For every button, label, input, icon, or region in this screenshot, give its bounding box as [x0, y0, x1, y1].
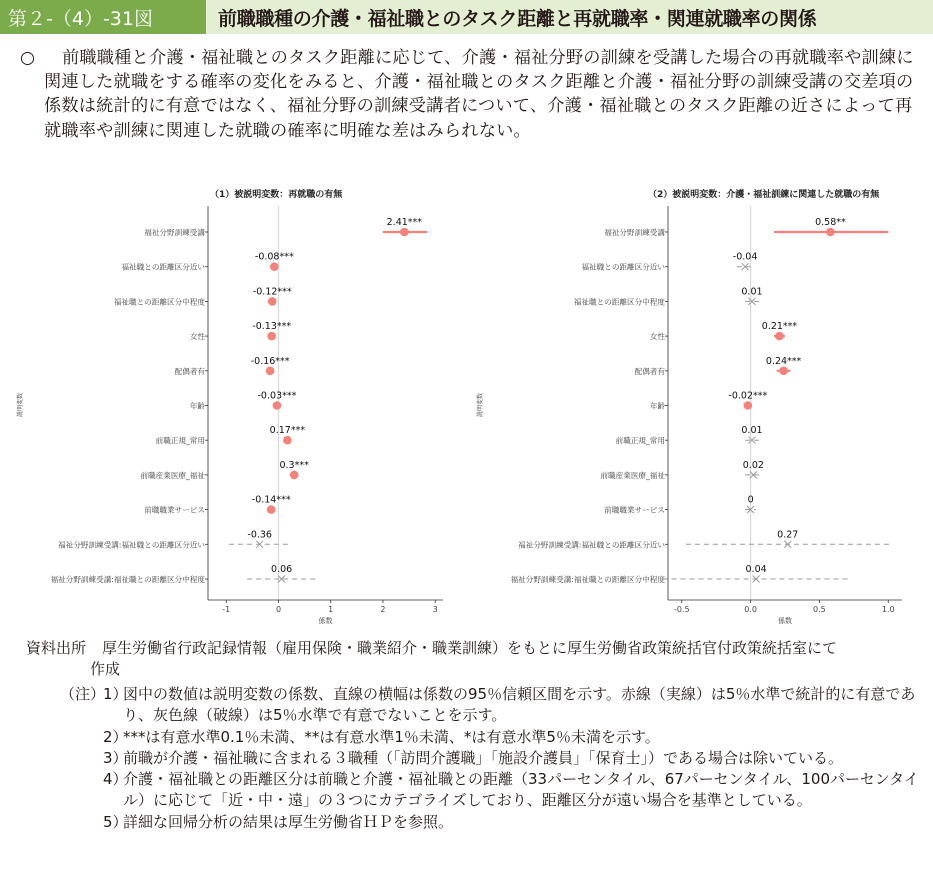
y-tick-label: 福祉分野訓練受講:福祉職との距離区分近い: [58, 540, 205, 550]
y-tick-label: 福祉分野訓練受講:福祉職との距離区分中程度: [510, 575, 665, 584]
coefficient-label: 0.06: [271, 564, 293, 575]
coefficient-label: 0.17***: [269, 425, 306, 437]
note-item: [60, 684, 920, 727]
x-tick-label: -0.5: [673, 605, 690, 614]
coefficient-label: -0.03***: [257, 390, 297, 402]
y-tick-label: 福祉職との距離区分近い: [581, 262, 665, 272]
x-tick-label: 1.0: [881, 605, 895, 614]
figure-number: 第２-（4）-31図: [0, 0, 206, 34]
coefficient-charts: [0, 180, 933, 625]
note-item: [60, 812, 920, 833]
source-text-line2: 作成: [90, 660, 121, 678]
coefficient-point: [744, 401, 753, 410]
x-tick-label: 0: [275, 605, 282, 614]
coefficient-label: 0.24***: [765, 355, 802, 367]
coefficient-label: -0.12***: [252, 286, 292, 298]
note-number: 4）: [103, 770, 128, 789]
coefficient-label: -0.08***: [254, 251, 294, 263]
y-tick-label: 福祉分野訓練受講: [144, 228, 205, 237]
note-number: 2）: [103, 727, 128, 746]
coefficient-label: 0.04: [745, 564, 767, 575]
note-text: 詳細な回帰分析の結果は厚生労働省ＨＰを参照。: [123, 812, 454, 831]
note-item: [60, 748, 920, 769]
coefficient-label: 0.3***: [279, 459, 309, 471]
coefficient-point: [270, 262, 279, 271]
coefficient-label: -0.36: [247, 529, 272, 541]
y-tick-label: 前職職業サービス: [604, 505, 665, 515]
source-text-line1: 厚生労働省行政記録情報（雇用保険・職業紹介・職業訓練）をもとに厚生労働省政策統括官付政策統括室にて: [102, 639, 838, 657]
coefficient-point: [268, 297, 277, 306]
y-tick-label: 前職職業サービス: [144, 505, 205, 515]
coefficient-label: -0.16***: [250, 355, 290, 367]
notes: [60, 684, 920, 833]
coefficient-point: [267, 505, 276, 514]
note-item: [60, 769, 920, 812]
notes-list: [60, 684, 920, 833]
y-tick-label: 前職産業医療_福祉: [140, 470, 205, 480]
notes-label: （注）: [60, 685, 106, 703]
y-tick-label: 前職正規_常用: [615, 436, 665, 446]
coefficient-point: [775, 332, 784, 341]
y-tick-label: 福祉分野訓練受講: [604, 228, 665, 237]
y-tick-label: 女性: [649, 332, 665, 342]
chart-title: （1）被説明変数：再就職の有無: [210, 190, 343, 200]
coefficient-point: [290, 471, 299, 480]
y-tick-label: 前職産業医療_福祉: [600, 470, 665, 480]
x-tick-label: 0.5: [813, 605, 826, 614]
coefficient-label: -0.13***: [252, 321, 292, 333]
y-tick-label: 前職正規_常用: [155, 436, 205, 446]
x-axis-label: 係数: [778, 617, 792, 625]
x-tick-label: -1: [222, 605, 231, 614]
note-item: [60, 727, 920, 748]
figure-header: [0, 0, 933, 34]
source-label: 資料出所: [26, 639, 87, 657]
y-tick-label: 福祉職との距離区分中程度: [573, 297, 665, 307]
note-text: 介護・福祉職との距離区分は前職と介護・福祉職との距離（33パーセンタイル、67パーセンタイル、100パーセンタイル）に応じて「近・中・遠」の３つにカテゴライズしており、距離区分が遠い場合を基準としている。: [123, 770, 919, 810]
y-tick-label: 福祉職との距離区分中程度: [113, 297, 205, 307]
y-tick-label: 福祉職との距離区分近い: [121, 262, 205, 272]
y-axis-label: 説明変数: [477, 392, 484, 418]
note-number: 3）: [103, 748, 128, 767]
note-text: ***は有意水準0.1％未満、**は有意水準1％未満、*は有意水準5％未満を示す。: [123, 727, 660, 746]
note-number: 5）: [103, 812, 128, 831]
coefficient-point: [266, 367, 275, 376]
coefficient-label: -0.14***: [251, 494, 291, 506]
coefficient-point: [273, 401, 282, 410]
coefficient-label: 0: [747, 494, 754, 506]
y-tick-label: 配偶者有: [634, 366, 665, 376]
y-tick-label: 福祉分野訓練受講:福祉職との距離区分近い: [518, 540, 665, 550]
summary-text: 前職職種と介護・福祉職とのタスク距離に応じて、介護・福祉分野の訓練を受講した場合の再就職率や訓練に関連した就職をする確率の変化をみると、介護・福祉職とのタスク距離と介護・福祉分野の訓練受講の交差項の係数は統計的に有意ではなく、福祉分野の訓練受講者について、介護・福祉職とのタスク距離の近さによって再就職率や訓練に関連した就職の確率に明確な差はみられない。: [44, 48, 914, 141]
coefficient-label: 0.01: [741, 425, 763, 437]
x-tick-label: 2: [380, 605, 386, 614]
x-tick-label: 3: [432, 605, 438, 614]
coefficient-label: 0.58**: [815, 217, 846, 228]
x-tick-label: 1: [328, 605, 334, 614]
coefficient-label: -0.02***: [728, 390, 768, 402]
coefficient-point: [400, 228, 409, 237]
coefficient-label: -0.04: [732, 251, 758, 263]
y-tick-label: 女性: [189, 332, 205, 342]
coefficient-point: [267, 332, 276, 341]
source-note: [26, 638, 916, 680]
x-axis-label: 係数: [318, 617, 333, 625]
x-tick-label: 0.0: [744, 605, 757, 614]
coefficient-label: 0.02: [742, 459, 764, 471]
note-text: 前職が介護・福祉職に含まれる３職種（「訪問介護職」「施設介護員」「保育士」）である場合は除いている。: [123, 748, 844, 767]
y-tick-label: 年齢: [649, 401, 665, 411]
summary-bullet: ○: [20, 48, 35, 68]
coefficient-label: 2.41***: [386, 217, 423, 228]
coefficient-label: 0.27: [777, 529, 799, 541]
y-axis-label: 説明変数: [17, 392, 24, 418]
figure-title: 前職職種の介護・福祉職とのタスク距離と再就職率・関連就職率の関係: [206, 0, 933, 34]
chart-title: （2）被説明変数：介護・福祉訓練に関連した就職の有無: [648, 190, 880, 200]
coefficient-point: [283, 436, 292, 445]
coefficient-point: [779, 367, 788, 376]
coefficient-point: [826, 228, 835, 237]
y-tick-label: 福祉分野訓練受講:福祉職との距離区分中程度: [50, 575, 205, 584]
coefficient-label: 0.01: [741, 286, 763, 298]
note-text: 図中の数値は説明変数の係数、直線の横幅は係数の95％信頼区間を示す。赤線（実線）は5％水準で統計的に有意であり、灰色線（破線）は5％水準で有意でないことを示す。: [123, 685, 916, 725]
summary-paragraph: [20, 46, 920, 143]
y-tick-label: 配偶者有: [174, 366, 205, 376]
coefficient-label: 0.21***: [761, 321, 798, 333]
note-number: 1）: [103, 685, 128, 703]
y-tick-label: 年齢: [189, 401, 205, 411]
